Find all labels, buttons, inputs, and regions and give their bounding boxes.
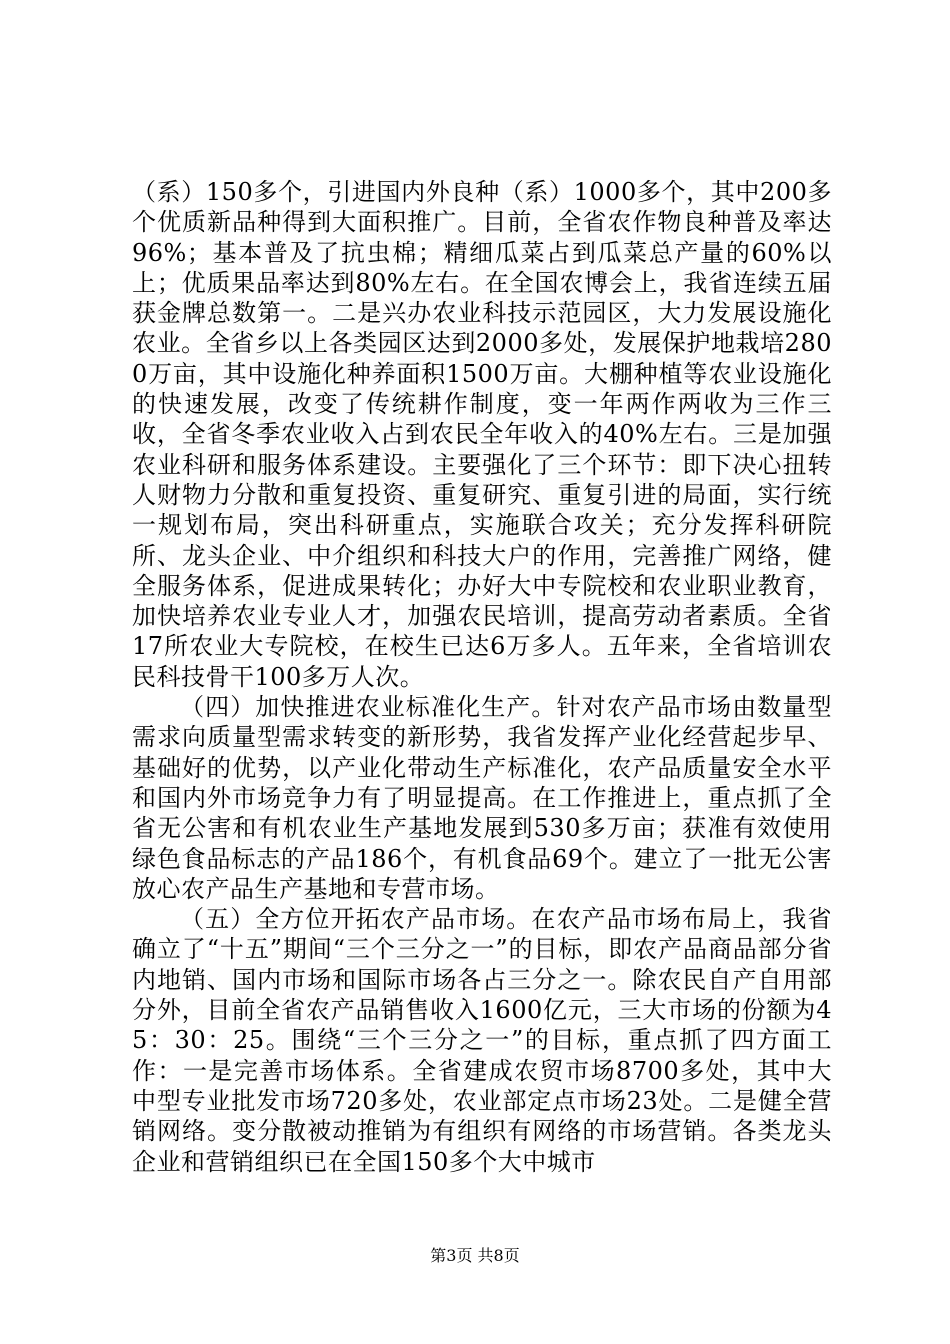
paragraph-continued: （系）150多个，引进国内外良种（系）1000多个，其中200多个优质新品种得到大面积推广。目前，全省农作物良种普及率达96%；基本普及了抗虫棉；精细瓜菜占到瓜菜总产量的60%以上；优质果品率达到80%左右。在全国农博会上，我省连续五届获金牌总数第一。二是兴办农业科技示范园区，大力发展设施化农业。全省乡以上各类园区达到2000多处，发展保护地栽培2800万亩，其中设施化种养面积1500万亩。大棚种植等农业设施化的快速发展，改变了传统耕作制度，变一年两作两收为三作三收，全省冬季农业收入占到农民全年收入的40%左右。三是加强农业科研和服务体系建设。主要强化了三个环节：即下决心扭转人财物力分散和重复投资、重复研究、重复引进的局面，实行统一规划布局，突出科研重点，实施联合攻关；充分发挥科研院所、龙头企业、中介组织和科技大户的作用，完善推广网络，健全服务体系，促进成果转化；办好大中专院校和农业职业教育，加快培养农业专业人才，加强农民培训，提高劳动者素质。全省17所农业大专院校，在校生已达6万多人。五年来，全省培训农民科技骨干100多万人次。 bbox=[132, 178, 832, 691]
paragraph-section-five: （五）全方位开拓农产品市场。在农产品市场布局上，我省确立了“十五”期间“三个三分之一”的目标，即农产品商品部分省内地销、国内市场和国际市场各占三分之一。除农民自产自用部分外，目前全省农产品销售收入1600亿元，三大市场的份额为45：30：25。围绕“三个三分之一”的目标，重点抓了四方面工作：一是完善市场体系。全省建成农贸市场8700多处，其中大中型专业批发市场720多处，农业部定点市场23处。二是健全营销网络。变分散被动推销为有组织有网络的市场营销。各类龙头企业和营销组织已在全国150多个大中城市 bbox=[132, 905, 832, 1176]
page-footer: 第3页 共8页 bbox=[430, 1246, 520, 1265]
document-body bbox=[132, 177, 832, 1177]
paragraph-section-four: （四）加快推进农业标准化生产。针对农产品市场由数量型需求向质量型需求转变的新形势，我省发挥产业化经营起步早、基础好的优势，以产业化带动生产标准化，农产品质量安全水平和国内外市场竞争力有了明显提高。在工作推进上，重点抓了全省无公害和有机农业生产基地发展到530多万亩；获准有效使用绿色食品标志的产品186个，有机食品69个。建立了一批无公害放心农产品生产基地和专营市场。 bbox=[132, 693, 832, 903]
